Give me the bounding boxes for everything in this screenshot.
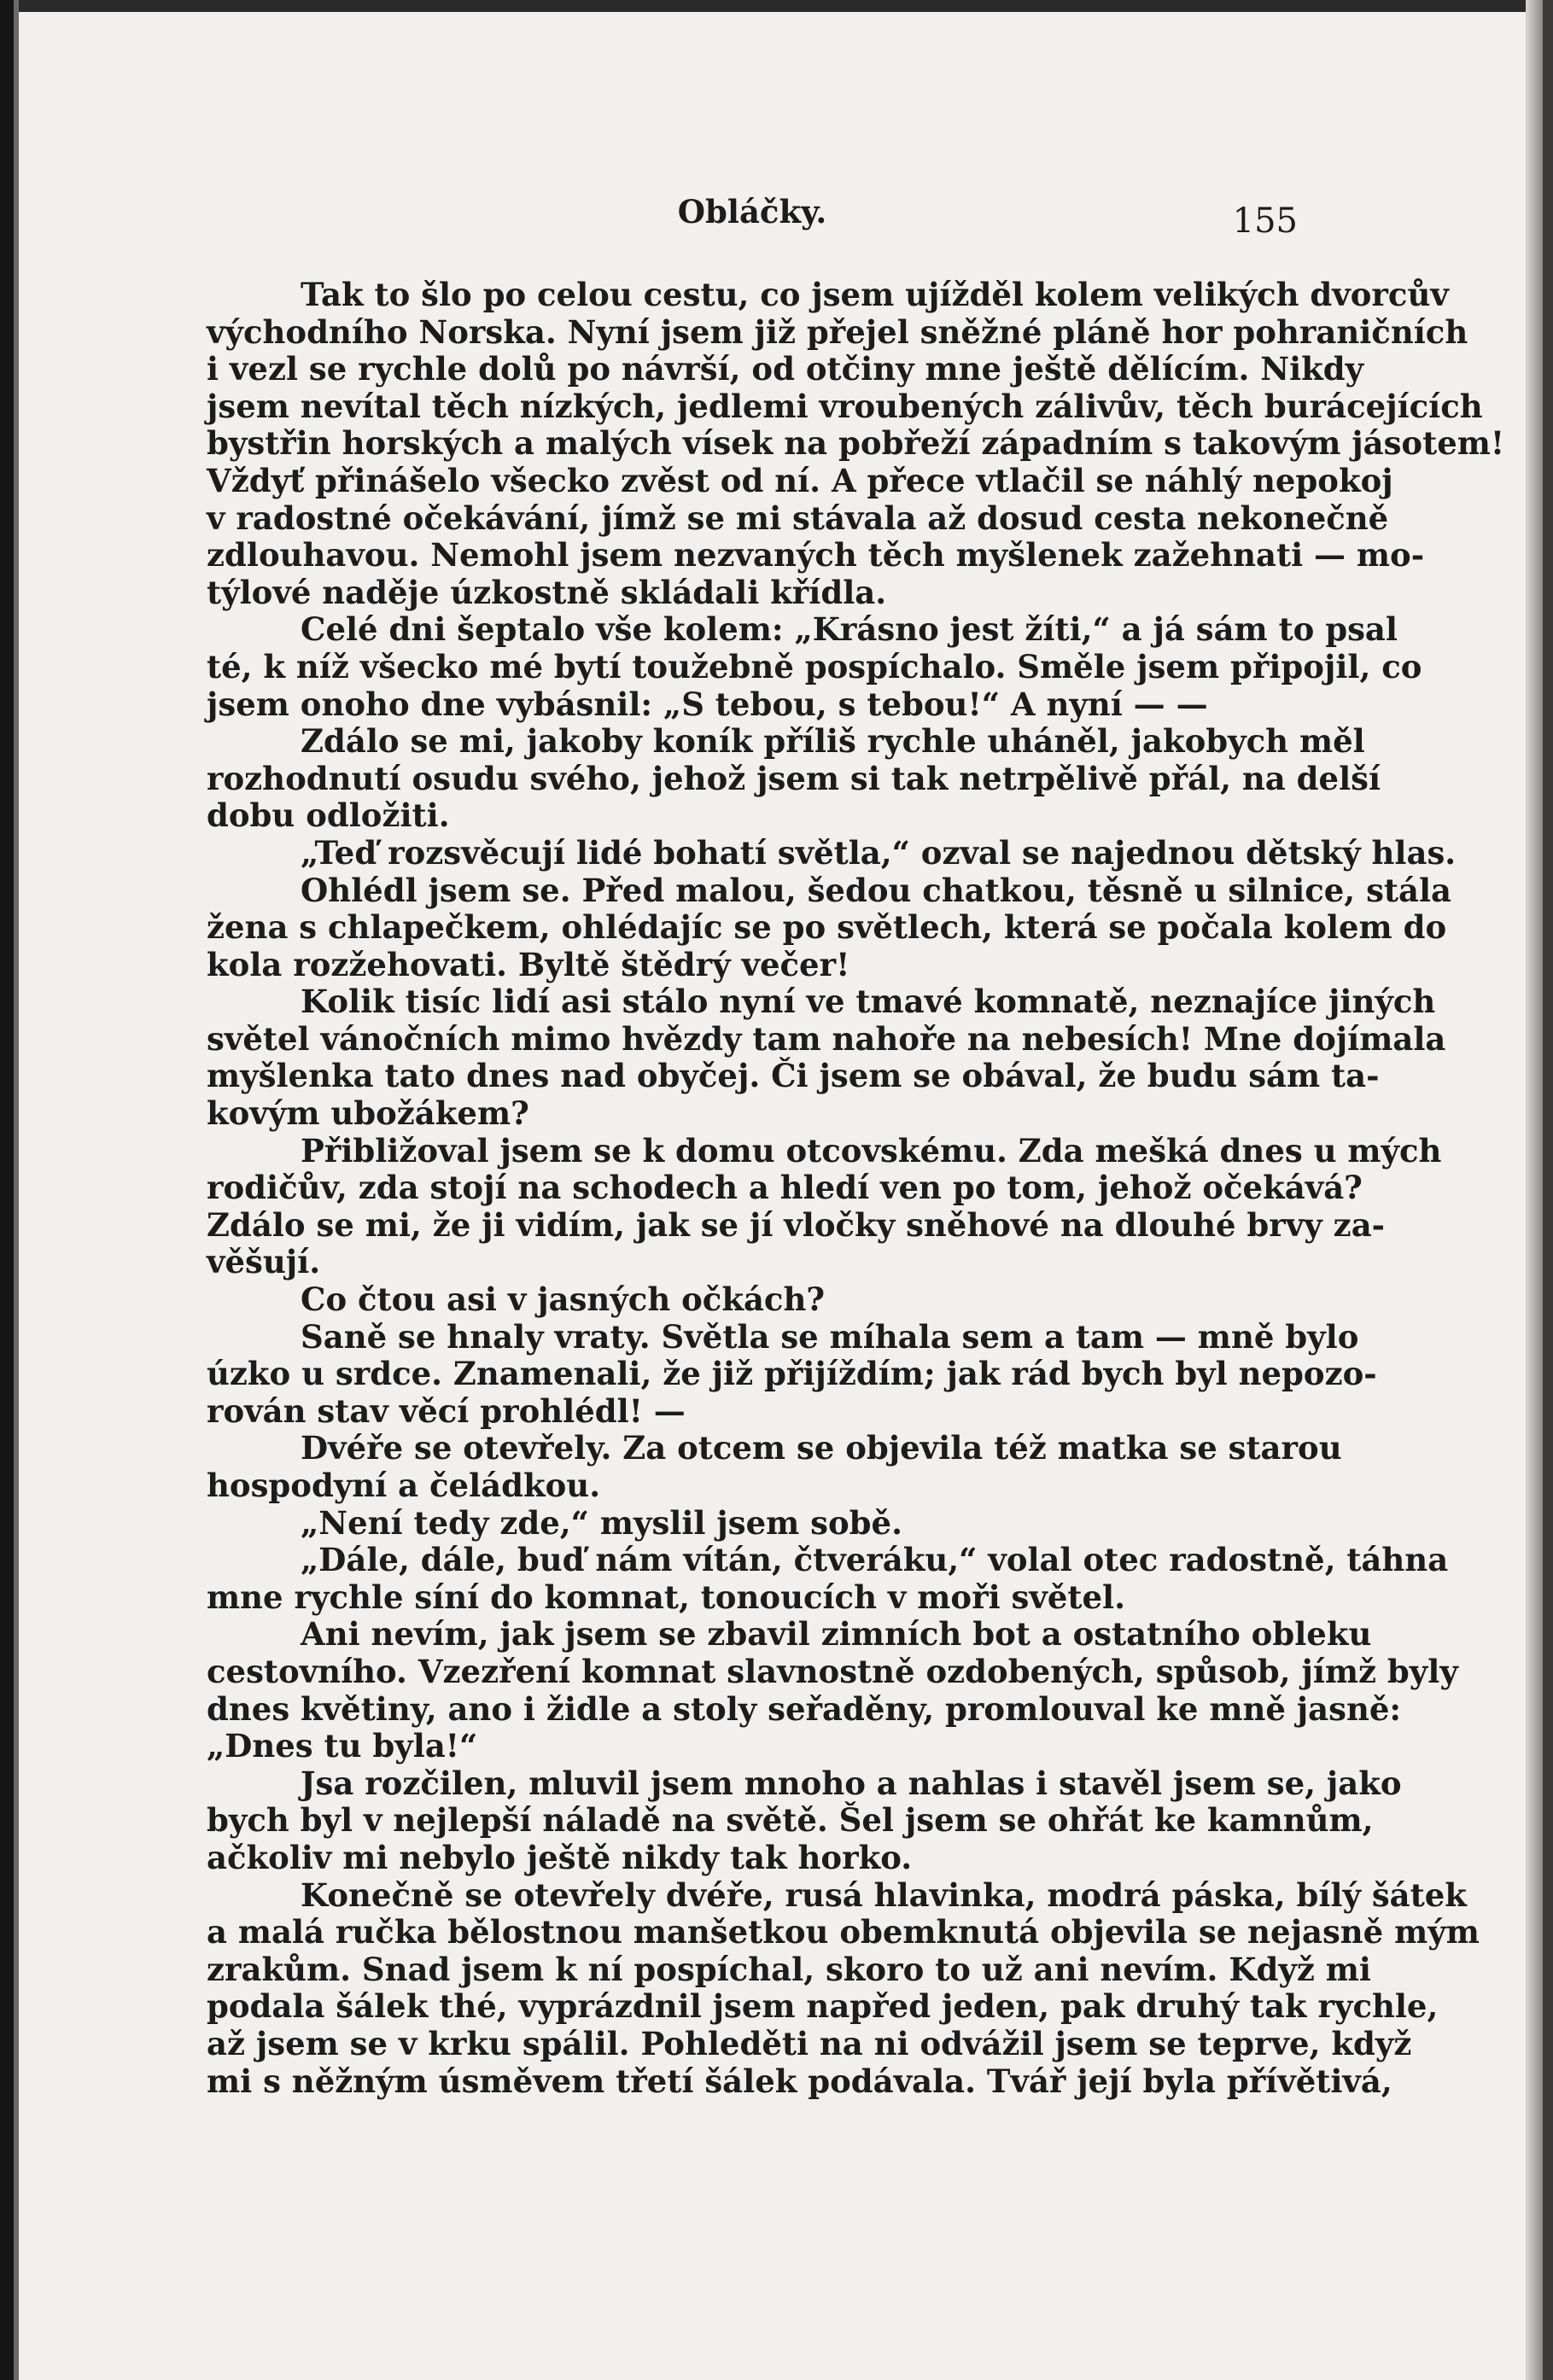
text-line: „Dále, dále, buď nám vítán, čtveráku,“ volal otec radostně, táhna (301, 1541, 1449, 1579)
text-line: mi s něžným úsměvem třetí šálek podávala. Tvář její byla přívětivá, (207, 2062, 1392, 2100)
text-line: Přibližoval jsem se k domu otcovskému. Zda mešká dnes u mých (301, 1131, 1442, 1170)
text-line: úzko u srdce. Znamenali, že již přijíždím; jak rád bych byl nepozo- (207, 1355, 1377, 1393)
text-line: té, k níž všecko mé bytí toužebně pospíchalo. Směle jsem připojil, co (207, 647, 1422, 685)
text-line: zdlouhavou. Nemohl jsem nezvaných těch myšlenek zažehnati — mo- (207, 536, 1425, 575)
text-line: cestovního. Vzezření komnat slavnostně ozdobených, spůsob, jímž byly (207, 1652, 1458, 1690)
running-title: Obláčky. (677, 193, 827, 230)
text-line: kovým ubožákem? (207, 1094, 529, 1133)
text-line: a malá ručka bělostnou manšetkou obemknutá objevila se nejasně mým (207, 1913, 1480, 1951)
text-line: Konečně se otevřely dvéře, rusá hlavinka, modrá páska, bílý šátek (301, 1875, 1467, 1914)
text-line: Ohlédl jsem se. Před malou, šedou chatkou, těsně u silnice, stála (301, 871, 1451, 909)
text-line: Celé dni šeptalo vše kolem: „Krásno jest žíti,“ a já sám to psal (301, 610, 1398, 649)
scan-edge-left-shadow (14, 0, 19, 2380)
text-line: hospodyní a čeládkou. (207, 1467, 601, 1504)
text-line: i vezl se rychle dolů po návrší, od otčiny mne ještě dělícím. Nikdy (207, 350, 1364, 388)
text-line: Zdálo se mi, že ji vidím, jak se jí vločky sněhové na dlouhé brvy za- (207, 1205, 1386, 1244)
text-line: Jsa rozčilen, mluvil jsem mnoho a nahlas i stavěl jsem se, jako (301, 1764, 1402, 1802)
text-line: až jsem se v krku spálil. Pohleděti na ni odvážil jsem se teprve, když (207, 2024, 1412, 2062)
text-line: mne rychle síní do komnat, tonoucích v moři světel. (207, 1578, 1125, 1616)
text-line: kola rozžehovati. Byltě štědrý večer! (207, 945, 850, 983)
text-line: dobu odložiti. (207, 796, 450, 835)
text-line: Zdálo se mi, jakoby koník příliš rychle uháněl, jakobych měl (301, 722, 1365, 761)
text-line: Kolik tisíc lidí asi stálo nyní ve tmavé komnatě, neznajíce jiných (301, 983, 1436, 1021)
text-line: „Není tedy zde,“ myslil jsem sobě. (301, 1503, 902, 1542)
text-line: podala šálek thé, vyprázdnil jsem napřed jeden, pak druhý tak rychle, (207, 1987, 1439, 2026)
text-line: „Dnes tu byla!“ (207, 1727, 478, 1765)
text-line: týlové naděje úzkostně skládali křídla. (207, 573, 887, 611)
text-line: věšují. (207, 1243, 321, 1281)
text-line: jsem onoho dne vybásnil: „S tebou, s tebou!“ A nyní — — (207, 685, 1208, 723)
text-line: Ani nevím, jak jsem se zbavil zimních bot a ostatního obleku (301, 1615, 1372, 1654)
text-line: bych byl v nejlepší náladě na světě. Šel jsem se ohřát ke kamnům, (207, 1801, 1374, 1840)
body-text (207, 276, 1505, 2100)
text-line: myšlenka tato dnes nad obyčej. Či jsem se obával, že budu sám ta- (207, 1057, 1380, 1095)
text-line: Vždyť přinášelo všecko zvěst od ní. A přece vtlačil se náhlý nepokoj (207, 461, 1393, 499)
text-line: zrakům. Snad jsem k ní pospíchal, skoro to už ani nevím. Když mi (207, 1950, 1371, 1988)
text-line: světel vánočních mimo hvězdy tam nahoře na nebesích! Mne dojímala (207, 1019, 1446, 1058)
text-line: jsem nevítal těch nízkých, jedlemi vroubených zálivův, těch burácejících (207, 387, 1483, 425)
text-line: Saně se hnaly vraty. Světla se míhala sem a tam — mně bylo (301, 1317, 1359, 1356)
text-line: ačkoliv mi nebylo ještě nikdy tak horko. (207, 1838, 913, 1876)
text-line: Co čtou asi v jasných očkách? (301, 1280, 826, 1319)
scan-edge-right (1543, 0, 1553, 2380)
text-line: dnes květiny, ano i židle a stoly seřaděny, promlouval ke mně jasně: (207, 1689, 1402, 1728)
text-line: žena s chlapečkem, ohlédajíc se po světlech, která se počala kolem do (207, 908, 1447, 947)
text-line: Dvéře se otevřely. Za otcem se objevila též matka se starou (301, 1429, 1342, 1467)
text-line: východního Norska. Nyní jsem již přejel sněžné pláně hor pohraničních (207, 312, 1468, 351)
scan-edge-right-shadow (1526, 0, 1543, 2380)
scan-edge-left (0, 0, 14, 2380)
text-line: bystřin horských a malých vísek na pobřeží západním s takovým jásotem! (207, 424, 1505, 463)
text-line: Tak to šlo po celou cestu, co jsem ujížděl kolem velikých dvorcův (301, 276, 1449, 313)
text-line: v radostné očekávání, jímž se mi stávala až dosud cesta nekonečně (207, 499, 1389, 537)
text-line: „Teď rozsvěcují lidé bohatí světla,“ ozval se najednou dětský hlas. (301, 833, 1457, 872)
text-line: rozhodnutí osudu svého, jehož jsem si tak netrpělivě přál, na delší (207, 759, 1381, 797)
text-line: rodičův, zda stojí na schodech a hledí ven po tom, jehož očekává? (207, 1169, 1363, 1207)
scan-edge-top (0, 0, 1553, 12)
text-line: rován stav věcí prohlédl! — (207, 1391, 686, 1430)
page-number: 155 (1232, 201, 1298, 241)
page-header (207, 193, 1298, 244)
